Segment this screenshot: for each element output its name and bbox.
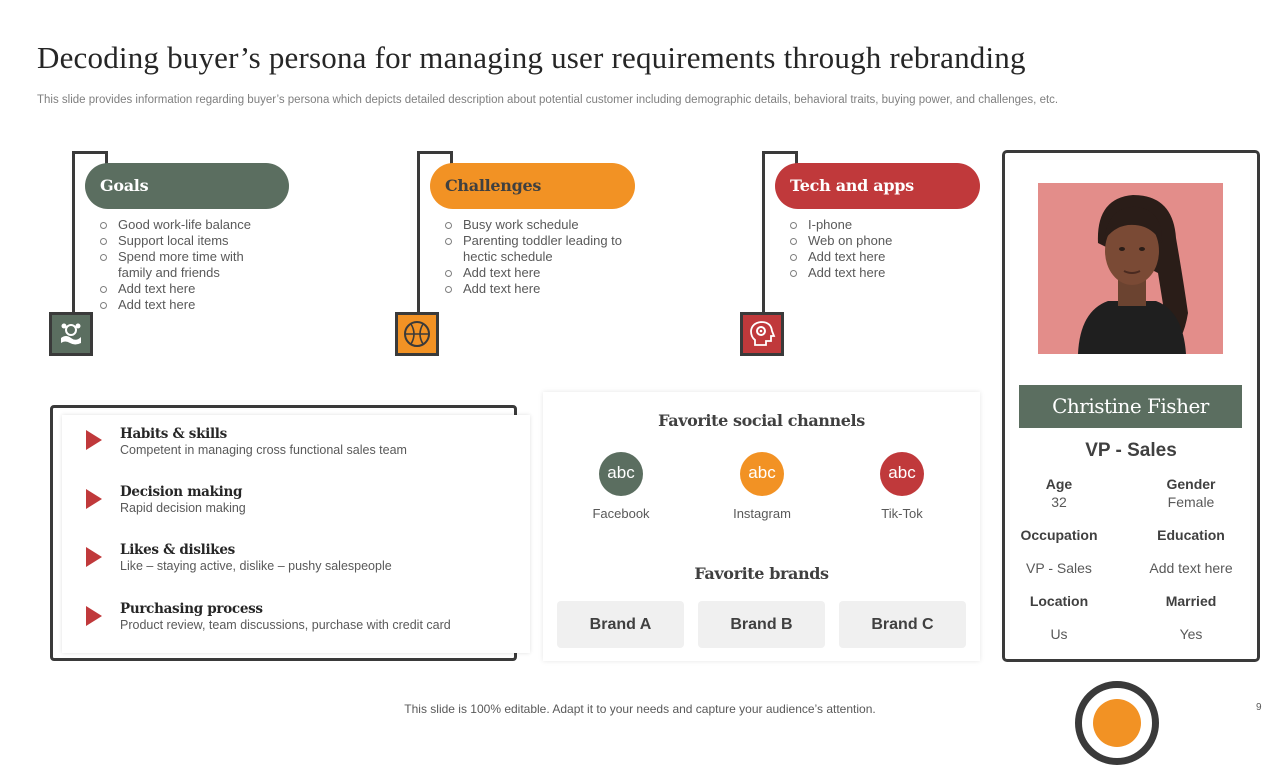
education-label: Education [1157,527,1225,543]
list-item: Add text here [788,265,958,281]
trait-title: Likes & dislikes [120,542,235,558]
tech-connector-top [762,151,798,154]
tech-connector-line [762,151,765,313]
tiktok-label: Tik-Tok [881,506,923,521]
occupation-label: Occupation [1020,527,1098,543]
location-label: Location [1029,593,1089,609]
trait-desc: Rapid decision making [120,501,246,515]
triangle-bullet-icon [86,547,102,567]
list-item: Add text here [788,249,958,265]
persona-photo [1038,183,1223,354]
basketball-icon [395,312,439,356]
list-item: Spend more time with family and friends [98,249,268,281]
goals-connector-top [72,151,108,154]
head-gear-icon [740,312,784,356]
list-item: Add text here [443,265,623,281]
gender-value: Female [1167,494,1215,510]
list-item: Web on phone [788,233,958,249]
brands-title: Favorite brands [694,564,829,583]
page-number: 9 [1256,702,1262,713]
list-item: Add text here [443,281,623,297]
list-item: Add text here [98,297,268,313]
list-item: Support local items [98,233,268,249]
list-item: Good work-life balance [98,217,268,233]
location-value: Us [1050,626,1068,642]
tech-list [788,217,958,281]
married-value: Yes [1179,626,1203,642]
challenges-pill: Challenges [430,163,635,209]
trait-desc: Competent in managing cross functional sales team [120,443,407,457]
instagram-label: Instagram [733,506,791,521]
goals-pill: Goals [85,163,289,209]
occupation-value: VP - Sales [1026,560,1092,576]
challenges-list [443,217,623,297]
persona-role: VP - Sales [1085,440,1177,461]
slide-title: Decoding buyer’s persona for managing user requirements through rebranding [37,40,1026,75]
persona-name: Christine Fisher [1019,385,1242,428]
facebook-label: Facebook [592,506,650,521]
decorative-dot [1093,699,1141,747]
trait-title: Decision making [120,484,243,500]
age-value: 32 [1051,494,1067,510]
tiktok-icon[interactable]: abc [880,452,924,496]
footer-note: This slide is 100% editable. Adapt it to your needs and capture your audience’s attention. [404,702,876,716]
list-item: Parenting toddler leading to hectic schedule [443,233,623,265]
slide-subtitle: This slide provides information regarding buyer’s persona which depicts detailed description about potential customer including demographic details, behavioral traits, buying power, and challenges, etc. [37,94,1059,106]
triangle-bullet-icon [86,430,102,450]
challenges-connector-top [417,151,453,154]
goals-list [98,217,268,313]
trait-title: Purchasing process [120,601,263,617]
brand-b-button[interactable]: Brand B [698,601,825,648]
facebook-icon[interactable]: abc [599,452,643,496]
instagram-icon[interactable]: abc [740,452,784,496]
challenges-connector-line [417,151,420,313]
list-item: Add text here [98,281,268,297]
gender-label: Gender [1166,476,1216,492]
tech-pill: Tech and apps [775,163,980,209]
social-title: Favorite social channels [658,411,865,430]
age-label: Age [1045,476,1073,492]
triangle-bullet-icon [86,489,102,509]
trait-title: Habits & skills [120,426,227,442]
list-item: I-phone [788,217,958,233]
goals-connector-line [72,151,75,313]
support-hands-icon [49,312,93,356]
list-item: Busy work schedule [443,217,623,233]
trait-desc: Like – staying active, dislike – pushy salespeople [120,559,392,573]
brand-a-button[interactable]: Brand A [557,601,684,648]
married-label: Married [1165,593,1217,609]
triangle-bullet-icon [86,606,102,626]
education-value: Add text here [1149,560,1233,576]
trait-desc: Product review, team discussions, purchase with credit card [120,618,451,632]
brand-c-button[interactable]: Brand C [839,601,966,648]
